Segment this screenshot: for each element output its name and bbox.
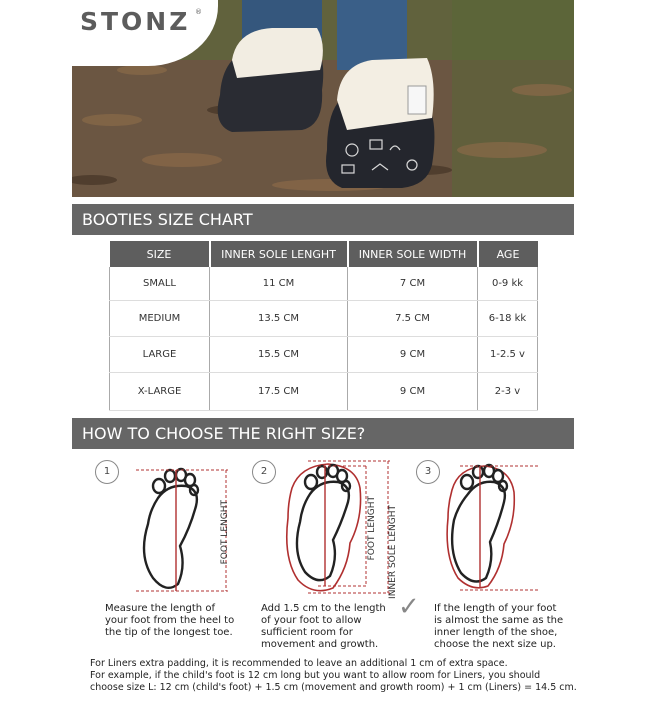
liners-note-line-3: choose size L: 12 cm (child's foot) + 1.5 cm (movement and growth room) + 1 cm (Liners) = 14.5 cm. bbox=[90, 682, 577, 693]
step-1-number: 1 bbox=[95, 460, 119, 484]
cell-size: X-LARGE bbox=[110, 372, 210, 410]
step-2-number: 2 bbox=[252, 460, 276, 484]
checkmark-icon: ✓ bbox=[398, 592, 420, 622]
stonz-logo: STONZ bbox=[80, 7, 191, 36]
header-inner-sole-length: INNER SOLE LENGHT bbox=[210, 241, 348, 267]
header-inner-sole-width: INNER SOLE WIDTH bbox=[348, 241, 478, 267]
cell-age: 6-18 kk bbox=[478, 300, 538, 336]
inner-sole-length-label: INNER SOLE LENGHT bbox=[388, 505, 398, 599]
cell-length: 15.5 CM bbox=[210, 336, 348, 372]
step-1-caption: Measure the length of your foot from the heel to the tip of the longest toe. bbox=[105, 603, 235, 638]
cell-size: SMALL bbox=[110, 267, 210, 300]
cell-length: 17.5 CM bbox=[210, 372, 348, 410]
how-to-choose-heading: HOW TO CHOOSE THE RIGHT SIZE? bbox=[72, 418, 574, 449]
cell-width: 9 CM bbox=[348, 336, 478, 372]
table-row bbox=[110, 372, 538, 410]
foot-length-label-2: FOOT LENGHT bbox=[367, 496, 377, 561]
size-table bbox=[109, 241, 538, 411]
foot-length-label-1: FOOT LENGHT bbox=[220, 500, 230, 565]
step-3-caption: If the length of your foot is almost the same as the inner length of the shoe, choose the next size up. bbox=[434, 603, 564, 650]
foot-diagram-3 bbox=[440, 460, 550, 595]
header-age: AGE bbox=[478, 241, 538, 267]
cell-length: 11 CM bbox=[210, 267, 348, 300]
registered-mark: ® bbox=[195, 8, 202, 16]
table-row bbox=[110, 267, 538, 300]
cell-age: 1-2.5 v bbox=[478, 336, 538, 372]
header-size: SIZE bbox=[110, 241, 210, 267]
cell-size: LARGE bbox=[110, 336, 210, 372]
cell-age: 0-9 kk bbox=[478, 267, 538, 300]
cell-size: MEDIUM bbox=[110, 300, 210, 336]
cell-age: 2-3 v bbox=[478, 372, 538, 410]
foot-diagram-2 bbox=[278, 458, 398, 598]
table-row bbox=[110, 300, 538, 336]
liners-note-line-1: For Liners extra padding, it is recommended to leave an additional 1 cm of extra space. bbox=[90, 658, 508, 669]
table-row bbox=[110, 336, 538, 372]
size-table-header bbox=[110, 241, 538, 267]
cell-width: 7 CM bbox=[348, 267, 478, 300]
cell-width: 9 CM bbox=[348, 372, 478, 410]
step-3-number: 3 bbox=[416, 460, 440, 484]
size-chart-heading: BOOTIES SIZE CHART bbox=[72, 204, 574, 235]
liners-note-line-2: For example, if the child's foot is 12 cm long but you want to allow room for Liners, you should bbox=[90, 670, 541, 681]
cell-length: 13.5 CM bbox=[210, 300, 348, 336]
cell-width: 7.5 CM bbox=[348, 300, 478, 336]
step-2-caption: Add 1.5 cm to the length of your foot to allow sufficient room for movement and growth. bbox=[261, 603, 386, 650]
